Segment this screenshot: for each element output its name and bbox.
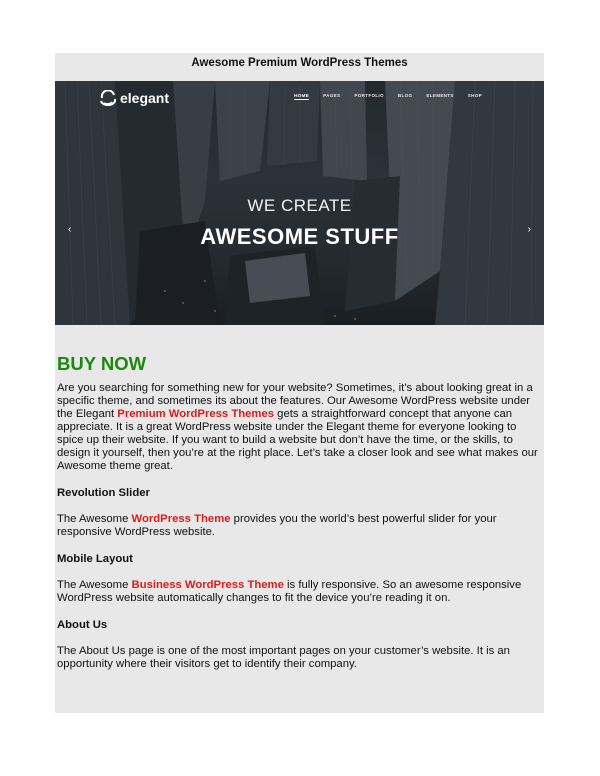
hero-tagline-big: AWESOME STUFF — [200, 224, 399, 249]
intro-text-2: gets a straightforward concept that anyone can appreciate. It is a great WordPress website under the Elegant theme for everyone looking to spice up their website. If you want to build a website but don’t have the time, or the skills, to design it yourself, then you’re at the right place. Let’s take a closer look and see what makes our Awesome theme great. — [57, 408, 538, 472]
revolution-slider-paragraph — [57, 513, 543, 539]
premium-themes-link[interactable]: Premium WordPress Themes — [117, 408, 275, 420]
elegant-logo-icon — [99, 90, 117, 106]
menu-item-pages[interactable]: PAGES — [323, 93, 341, 98]
mobile-layout-heading: Mobile Layout — [57, 553, 133, 565]
slider-next-arrow-icon[interactable]: › — [527, 224, 531, 235]
revolution-text-2: provides you the world’s best powerful slider for your responsive WordPress website. — [57, 513, 497, 538]
slider-prev-arrow-icon[interactable]: ‹ — [68, 224, 72, 235]
hero-tagline-small: WE CREATE — [247, 196, 352, 215]
about-us-paragraph: The About Us page is one of the most important pages on your customer’s website. It is an opportunity where their visitors get to identify their company. — [57, 645, 510, 670]
menu-item-shop[interactable]: SHOP — [467, 93, 482, 98]
revolution-slider-heading: Revolution Slider — [57, 487, 150, 499]
about-us-heading: About Us — [57, 619, 108, 631]
mobile-text-2: is fully responsive. So an awesome responsive WordPress website automatically changes to fit the device you’re reading it on. — [57, 579, 522, 604]
site-navigation — [55, 81, 544, 115]
intro-text-1: Are you searching for something new for your website? Sometimes, it’s about looking great in a specific theme, and sometimes its about the features. Our Awesome WordPress website under the Elegant — [57, 382, 533, 420]
mobile-text-1: The Awesome — [57, 579, 132, 591]
intro-paragraph — [57, 382, 543, 473]
menu-item-home[interactable]: HOME — [294, 93, 310, 98]
document-title: Awesome Premium WordPress Themes — [191, 57, 408, 69]
wordpress-theme-link[interactable]: WordPress Theme — [131, 513, 231, 525]
menu-item-elements[interactable]: ELEMENTS — [426, 93, 454, 98]
site-logo[interactable] — [99, 89, 169, 107]
hero-banner — [55, 81, 544, 325]
business-theme-link[interactable]: Business WordPress Theme — [131, 579, 284, 591]
mobile-layout-paragraph — [57, 579, 543, 605]
article-content — [55, 325, 544, 671]
revolution-text-1: The Awesome — [57, 513, 132, 525]
main-menu — [294, 93, 482, 100]
menu-item-portfolio[interactable]: PORTFOLIO — [354, 93, 384, 98]
document-page — [55, 53, 544, 713]
buy-now-heading[interactable]: BUY NOW — [57, 353, 147, 374]
logo-text: elegant — [120, 90, 170, 106]
menu-item-blog[interactable]: BLOG — [397, 93, 413, 98]
